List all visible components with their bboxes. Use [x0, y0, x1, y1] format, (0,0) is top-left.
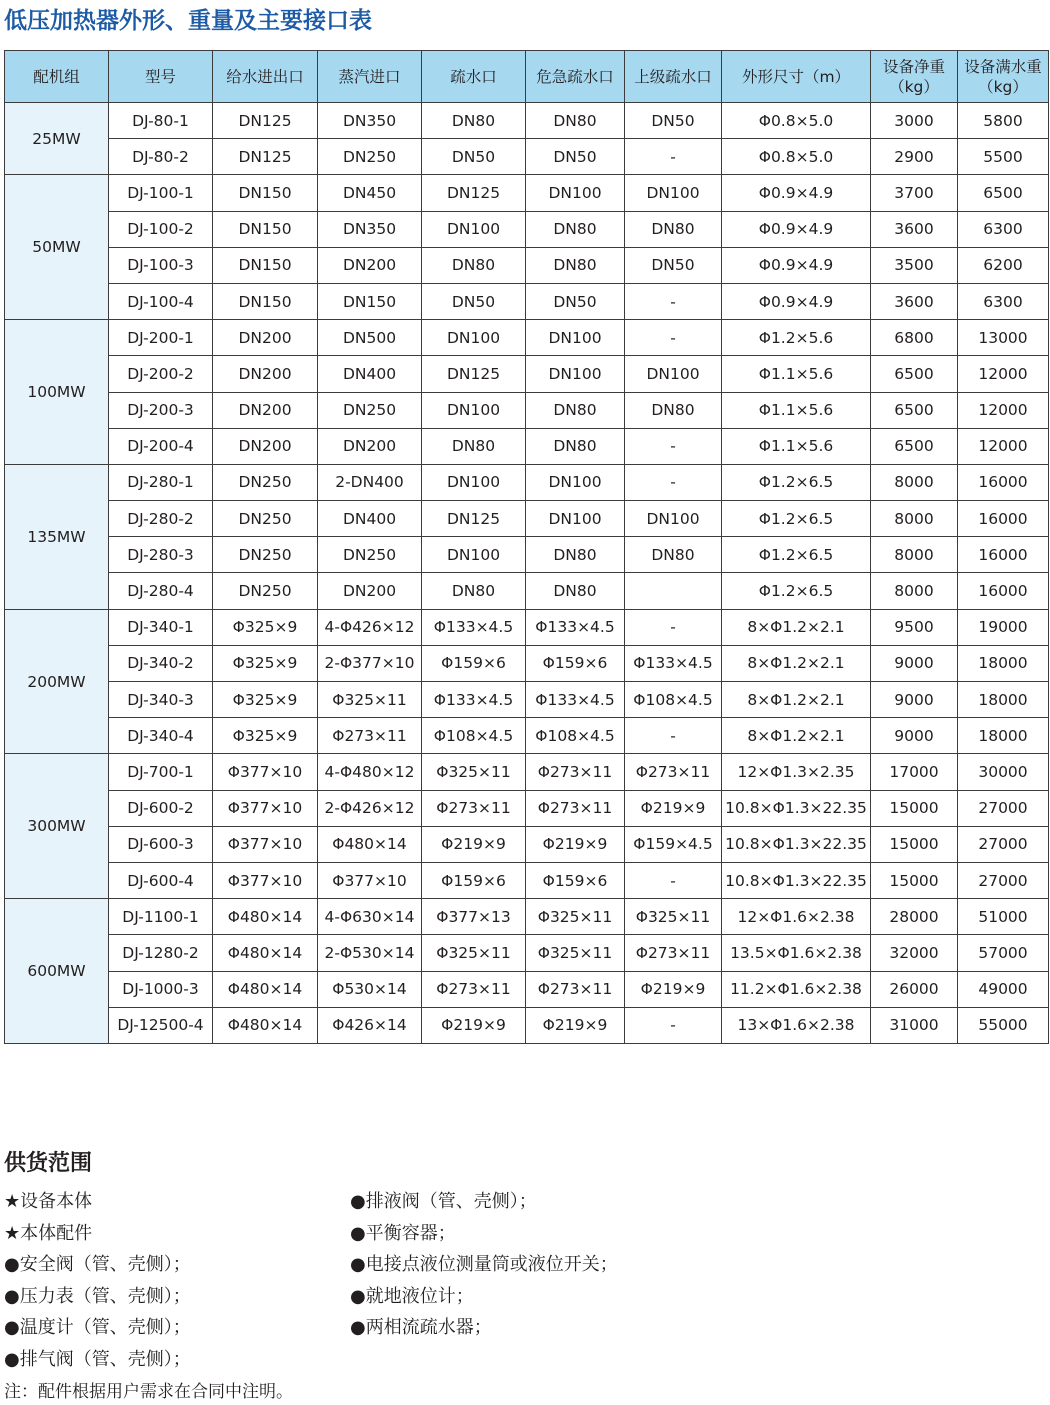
table-cell: Φ133×4.5 [526, 609, 625, 645]
table-cell: Φ325×11 [625, 899, 722, 935]
table-cell: Φ108×4.5 [422, 718, 526, 754]
table-cell: DN100 [526, 320, 625, 356]
table-cell: DN80 [422, 573, 526, 609]
table-cell: DJ-600-3 [109, 826, 213, 862]
table-cell: - [625, 862, 722, 898]
table-cell: Φ0.9×4.9 [722, 211, 871, 247]
table-cell: Φ0.9×4.9 [722, 247, 871, 283]
table-cell: 8×Φ1.2×2.1 [722, 609, 871, 645]
table-cell: DN250 [318, 537, 422, 573]
table-cell: DN125 [422, 501, 526, 537]
table-cell: DN100 [526, 356, 625, 392]
table-cell: 27000 [958, 862, 1049, 898]
table-cell: DN250 [318, 392, 422, 428]
column-header: 蒸汽进口 [318, 51, 422, 103]
table-cell: DN80 [526, 211, 625, 247]
table-cell: 6200 [958, 247, 1049, 283]
table-cell: DN150 [213, 247, 318, 283]
table-cell: Φ1.2×6.5 [722, 537, 871, 573]
table-cell: 10.8×Φ1.3×22.35 [722, 862, 871, 898]
table-cell: Φ1.2×6.5 [722, 501, 871, 537]
table-cell: 6500 [871, 428, 958, 464]
table-cell: 2-Φ530×14 [318, 935, 422, 971]
table-cell: Φ1.2×5.6 [722, 320, 871, 356]
table-cell: DJ-340-2 [109, 645, 213, 681]
supply-item: ●压力表（管、壳侧）； [4, 1285, 191, 1307]
table-cell: 5800 [958, 103, 1049, 139]
table-cell: Φ1.2×6.5 [722, 464, 871, 500]
table-cell: - [625, 464, 722, 500]
table-cell: 8×Φ1.2×2.1 [722, 682, 871, 718]
table-cell: Φ480×14 [213, 935, 318, 971]
unit-group-cell: 100MW [5, 320, 109, 465]
table-cell: DN400 [318, 501, 422, 537]
table-cell: 3500 [871, 247, 958, 283]
table-cell: - [625, 718, 722, 754]
table-cell: Φ377×10 [213, 862, 318, 898]
table-cell: 18000 [958, 682, 1049, 718]
table-row [5, 862, 1049, 898]
table-cell: 5500 [958, 139, 1049, 175]
table-cell: 19000 [958, 609, 1049, 645]
table-cell: Φ219×9 [422, 1007, 526, 1043]
table-cell: DN200 [213, 320, 318, 356]
table-cell: 27000 [958, 826, 1049, 862]
supply-list-left [4, 1186, 191, 1376]
table-row [5, 790, 1049, 826]
table-cell: 8000 [871, 537, 958, 573]
table-cell: DN100 [526, 464, 625, 500]
column-header: 上级疏水口 [625, 51, 722, 103]
supply-item: ●安全阀（管、壳侧）； [4, 1254, 191, 1276]
table-cell: DN400 [318, 356, 422, 392]
table-cell: DN500 [318, 320, 422, 356]
table-cell: DN250 [213, 464, 318, 500]
table-cell: DN50 [625, 103, 722, 139]
table-row [5, 392, 1049, 428]
table-cell: DN150 [213, 283, 318, 319]
column-header: 疏水口 [422, 51, 526, 103]
table-cell: 6500 [871, 356, 958, 392]
table-cell: DJ-700-1 [109, 754, 213, 790]
table-cell: Φ133×4.5 [625, 645, 722, 681]
table-row [5, 103, 1049, 139]
table-cell: Φ159×6 [526, 862, 625, 898]
table-row [5, 645, 1049, 681]
unit-group-cell: 135MW [5, 464, 109, 609]
table-row [5, 247, 1049, 283]
table-cell: DN100 [422, 320, 526, 356]
table-cell: Φ133×4.5 [422, 609, 526, 645]
column-header: 给水进出口 [213, 51, 318, 103]
table-cell: DN150 [318, 283, 422, 319]
table-cell: 12000 [958, 392, 1049, 428]
table-cell: Φ159×4.5 [625, 826, 722, 862]
table-cell: DJ-280-1 [109, 464, 213, 500]
table-cell: DN100 [526, 175, 625, 211]
table-cell: DN50 [422, 139, 526, 175]
table-cell: - [625, 283, 722, 319]
table-row [5, 899, 1049, 935]
table-cell: Φ219×9 [526, 826, 625, 862]
unit-group-cell: 25MW [5, 103, 109, 175]
table-cell: 15000 [871, 862, 958, 898]
table-cell: DN80 [625, 392, 722, 428]
table-cell: 6500 [958, 175, 1049, 211]
table-cell: Φ133×4.5 [422, 682, 526, 718]
table-cell: DN80 [526, 428, 625, 464]
table-cell: DJ-200-1 [109, 320, 213, 356]
table-cell: 18000 [958, 718, 1049, 754]
table-cell: Φ377×10 [213, 826, 318, 862]
table-cell: DJ-1100-1 [109, 899, 213, 935]
table-cell: DN80 [625, 537, 722, 573]
table-cell: Φ0.9×4.9 [722, 175, 871, 211]
table-cell: 18000 [958, 645, 1049, 681]
column-header: 配机组 [5, 51, 109, 103]
table-row [5, 501, 1049, 537]
table-cell: 3700 [871, 175, 958, 211]
table-cell: DN200 [318, 428, 422, 464]
supply-item: ★本体配件 [4, 1222, 93, 1244]
table-cell: Φ159×6 [422, 645, 526, 681]
table-cell: DN250 [213, 573, 318, 609]
table-cell: Φ426×14 [318, 1007, 422, 1043]
table-row [5, 428, 1049, 464]
table-cell: 57000 [958, 935, 1049, 971]
table-cell: 16000 [958, 573, 1049, 609]
table-cell: DN350 [318, 103, 422, 139]
supply-item: ●平衡容器； [350, 1222, 456, 1244]
table-cell: Φ273×11 [526, 790, 625, 826]
table-row [5, 682, 1049, 718]
table-cell: DN80 [526, 103, 625, 139]
table-cell: Φ480×14 [213, 899, 318, 935]
table-row [5, 826, 1049, 862]
unit-group-cell: 300MW [5, 754, 109, 899]
table-cell: 55000 [958, 1007, 1049, 1043]
table-cell: Φ325×11 [526, 899, 625, 935]
table-cell: DJ-600-4 [109, 862, 213, 898]
table-cell: DJ-1000-3 [109, 971, 213, 1007]
table-cell: - [625, 428, 722, 464]
table-header-row [5, 51, 1049, 103]
table-cell [625, 573, 722, 609]
table-cell: Φ325×11 [318, 682, 422, 718]
table-cell: DN350 [318, 211, 422, 247]
table-cell: Φ325×9 [213, 718, 318, 754]
unit-group-cell: 600MW [5, 899, 109, 1044]
table-cell: - [625, 1007, 722, 1043]
table-cell: DN50 [526, 283, 625, 319]
table-cell: DN150 [213, 211, 318, 247]
table-cell: Φ108×4.5 [625, 682, 722, 718]
table-cell: DN125 [422, 356, 526, 392]
table-cell: 3600 [871, 211, 958, 247]
table-cell: DJ-1280-2 [109, 935, 213, 971]
table-cell: DJ-340-3 [109, 682, 213, 718]
table-cell: DJ-280-3 [109, 537, 213, 573]
table-cell: 8000 [871, 501, 958, 537]
table-row [5, 609, 1049, 645]
table-cell: DN100 [422, 464, 526, 500]
table-cell: 2-DN400 [318, 464, 422, 500]
table-cell: 13000 [958, 320, 1049, 356]
column-header: 设备净重 （kg） [871, 51, 958, 103]
table-cell: Φ377×10 [213, 754, 318, 790]
table-row [5, 175, 1049, 211]
table-cell: 8000 [871, 573, 958, 609]
table-cell: DN80 [526, 392, 625, 428]
table-cell: 8×Φ1.2×2.1 [722, 718, 871, 754]
table-cell: Φ108×4.5 [526, 718, 625, 754]
table-row [5, 935, 1049, 971]
table-cell: Φ325×11 [422, 754, 526, 790]
table-cell: DN200 [318, 247, 422, 283]
table-cell: 28000 [871, 899, 958, 935]
supply-item: ●温度计（管、壳侧）； [4, 1317, 191, 1339]
table-cell: 3000 [871, 103, 958, 139]
table-cell: - [625, 320, 722, 356]
table-cell: 4-Φ426×12 [318, 609, 422, 645]
table-cell: DJ-200-2 [109, 356, 213, 392]
table-row [5, 464, 1049, 500]
table-cell: Φ133×4.5 [526, 682, 625, 718]
table-cell: - [625, 139, 722, 175]
table-cell: DN50 [422, 283, 526, 319]
table-cell: Φ273×11 [422, 790, 526, 826]
unit-group-cell: 200MW [5, 609, 109, 754]
table-cell: 10.8×Φ1.3×22.35 [722, 826, 871, 862]
table-cell: Φ530×14 [318, 971, 422, 1007]
table-cell: DN200 [213, 356, 318, 392]
table-cell: DJ-200-3 [109, 392, 213, 428]
table-cell: DJ-12500-4 [109, 1007, 213, 1043]
table-cell: 2-Φ426×12 [318, 790, 422, 826]
table-cell: DJ-600-2 [109, 790, 213, 826]
column-header: 型号 [109, 51, 213, 103]
table-cell: Φ273×11 [526, 754, 625, 790]
table-cell: 11.2×Φ1.6×2.38 [722, 971, 871, 1007]
table-cell: 4-Φ480×12 [318, 754, 422, 790]
table-cell: Φ159×6 [422, 862, 526, 898]
table-cell: 9000 [871, 645, 958, 681]
page-title: 低压加热器外形、重量及主要接口表 [4, 8, 372, 34]
table-row [5, 754, 1049, 790]
table-cell: Φ377×10 [213, 790, 318, 826]
table-cell: 16000 [958, 537, 1049, 573]
table-row [5, 139, 1049, 175]
table-cell: 8×Φ1.2×2.1 [722, 645, 871, 681]
unit-group-cell: 50MW [5, 175, 109, 320]
table-cell: 6300 [958, 283, 1049, 319]
table-cell: 15000 [871, 790, 958, 826]
supply-item: ●就地液位计； [350, 1285, 474, 1307]
table-cell: DN450 [318, 175, 422, 211]
table-cell: 9000 [871, 682, 958, 718]
table-cell: 51000 [958, 899, 1049, 935]
table-cell: DN50 [625, 247, 722, 283]
table-cell: DN200 [318, 573, 422, 609]
table-cell: 12000 [958, 428, 1049, 464]
table-cell: DJ-280-4 [109, 573, 213, 609]
table-cell: 6800 [871, 320, 958, 356]
table-cell: 4-Φ630×14 [318, 899, 422, 935]
table-cell: DN80 [526, 573, 625, 609]
table-cell: 2900 [871, 139, 958, 175]
supply-item: ★设备本体 [4, 1191, 93, 1212]
table-cell: 9500 [871, 609, 958, 645]
table-cell: Φ1.1×5.6 [722, 356, 871, 392]
table-cell: DN100 [526, 501, 625, 537]
table-row [5, 971, 1049, 1007]
table-cell: 3600 [871, 283, 958, 319]
table-cell: 6300 [958, 211, 1049, 247]
table-cell: DN80 [422, 103, 526, 139]
table-cell: DN125 [213, 103, 318, 139]
supply-note: 注：配件根据用户需求在合同中注明。 [4, 1382, 293, 1402]
table-cell: Φ377×10 [318, 862, 422, 898]
table-cell: Φ325×9 [213, 682, 318, 718]
table-cell: DN100 [625, 175, 722, 211]
column-header: 设备满水重 （kg） [958, 51, 1049, 103]
table-cell: DN250 [213, 501, 318, 537]
spec-table [4, 50, 1049, 1044]
table-cell: Φ325×9 [213, 609, 318, 645]
table-cell: DN100 [625, 356, 722, 392]
table-cell: 10.8×Φ1.3×22.35 [722, 790, 871, 826]
table-cell: 6500 [871, 392, 958, 428]
table-cell: DJ-200-4 [109, 428, 213, 464]
table-cell: DN80 [625, 211, 722, 247]
supply-item: ●排气阀（管、壳侧）； [4, 1348, 191, 1370]
table-row [5, 718, 1049, 754]
table-cell: Φ325×11 [422, 935, 526, 971]
table-cell: 16000 [958, 464, 1049, 500]
table-cell: Φ0.9×4.9 [722, 283, 871, 319]
table-cell: 9000 [871, 718, 958, 754]
supply-item: ●电接点液位测量筒或液位开关； [350, 1254, 618, 1276]
table-cell: Φ273×11 [625, 935, 722, 971]
table-cell: DJ-340-1 [109, 609, 213, 645]
table-cell: 15000 [871, 826, 958, 862]
table-cell: 13.5×Φ1.6×2.38 [722, 935, 871, 971]
table-cell: Φ273×11 [625, 754, 722, 790]
table-cell: Φ219×9 [625, 790, 722, 826]
table-cell: 12×Φ1.3×2.35 [722, 754, 871, 790]
table-cell: DJ-100-1 [109, 175, 213, 211]
table-cell: DJ-100-4 [109, 283, 213, 319]
table-cell: 26000 [871, 971, 958, 1007]
table-row [5, 573, 1049, 609]
table-cell: DN250 [318, 139, 422, 175]
table-cell: 17000 [871, 754, 958, 790]
table-row [5, 356, 1049, 392]
supply-item: ●两相流疏水器； [350, 1317, 492, 1339]
table-cell: Φ480×14 [318, 826, 422, 862]
table-cell: Φ1.1×5.6 [722, 428, 871, 464]
table-cell: DN125 [213, 139, 318, 175]
table-cell: DJ-340-4 [109, 718, 213, 754]
table-cell: 27000 [958, 790, 1049, 826]
supply-item: ●排液阀（管、壳侧）； [350, 1191, 537, 1212]
table-cell: 13×Φ1.6×2.38 [722, 1007, 871, 1043]
table-cell: DN200 [213, 428, 318, 464]
table-cell: DN100 [422, 211, 526, 247]
table-cell: DJ-100-3 [109, 247, 213, 283]
table-cell: 2-Φ377×10 [318, 645, 422, 681]
table-cell: 12000 [958, 356, 1049, 392]
table-cell: DJ-80-1 [109, 103, 213, 139]
table-cell: 30000 [958, 754, 1049, 790]
column-header: 外形尺寸（m） [722, 51, 871, 103]
table-cell: DJ-80-2 [109, 139, 213, 175]
table-cell: DN80 [422, 247, 526, 283]
table-cell: 32000 [871, 935, 958, 971]
table-cell: DN125 [422, 175, 526, 211]
table-cell: DN100 [422, 392, 526, 428]
table-cell: Φ273×11 [422, 971, 526, 1007]
table-cell: Φ273×11 [318, 718, 422, 754]
table-row [5, 537, 1049, 573]
table-cell: DJ-280-2 [109, 501, 213, 537]
table-cell: Φ219×9 [625, 971, 722, 1007]
table-cell: 31000 [871, 1007, 958, 1043]
supply-list-right [350, 1186, 618, 1344]
table-cell: DN100 [625, 501, 722, 537]
table-cell: Φ219×9 [422, 826, 526, 862]
table-cell: Φ377×13 [422, 899, 526, 935]
table-cell: Φ1.1×5.6 [722, 392, 871, 428]
table-cell: Φ159×6 [526, 645, 625, 681]
table-cell: Φ273×11 [526, 971, 625, 1007]
table-cell: DJ-100-2 [109, 211, 213, 247]
table-cell: Φ219×9 [526, 1007, 625, 1043]
table-cell: DN200 [213, 392, 318, 428]
table-cell: DN80 [526, 537, 625, 573]
table-cell: 8000 [871, 464, 958, 500]
table-cell: DN80 [422, 428, 526, 464]
table-cell: DN150 [213, 175, 318, 211]
table-cell: DN250 [213, 537, 318, 573]
table-cell: Φ325×11 [526, 935, 625, 971]
table-cell: Φ0.8×5.0 [722, 139, 871, 175]
table-row [5, 283, 1049, 319]
column-header: 危急疏水口 [526, 51, 625, 103]
table-row [5, 211, 1049, 247]
table-cell: 49000 [958, 971, 1049, 1007]
supply-title: 供货范围 [4, 1151, 93, 1176]
table-cell: 12×Φ1.6×2.38 [722, 899, 871, 935]
table-cell: Φ0.8×5.0 [722, 103, 871, 139]
table-cell: Φ325×9 [213, 645, 318, 681]
table-cell: DN100 [422, 537, 526, 573]
table-cell: - [625, 609, 722, 645]
table-row [5, 320, 1049, 356]
table-cell: Φ1.2×6.5 [722, 573, 871, 609]
table-row [5, 1007, 1049, 1043]
table-cell: 16000 [958, 501, 1049, 537]
table-cell: Φ480×14 [213, 971, 318, 1007]
table-cell: DN50 [526, 139, 625, 175]
table-cell: Φ480×14 [213, 1007, 318, 1043]
table-cell: DN80 [526, 247, 625, 283]
